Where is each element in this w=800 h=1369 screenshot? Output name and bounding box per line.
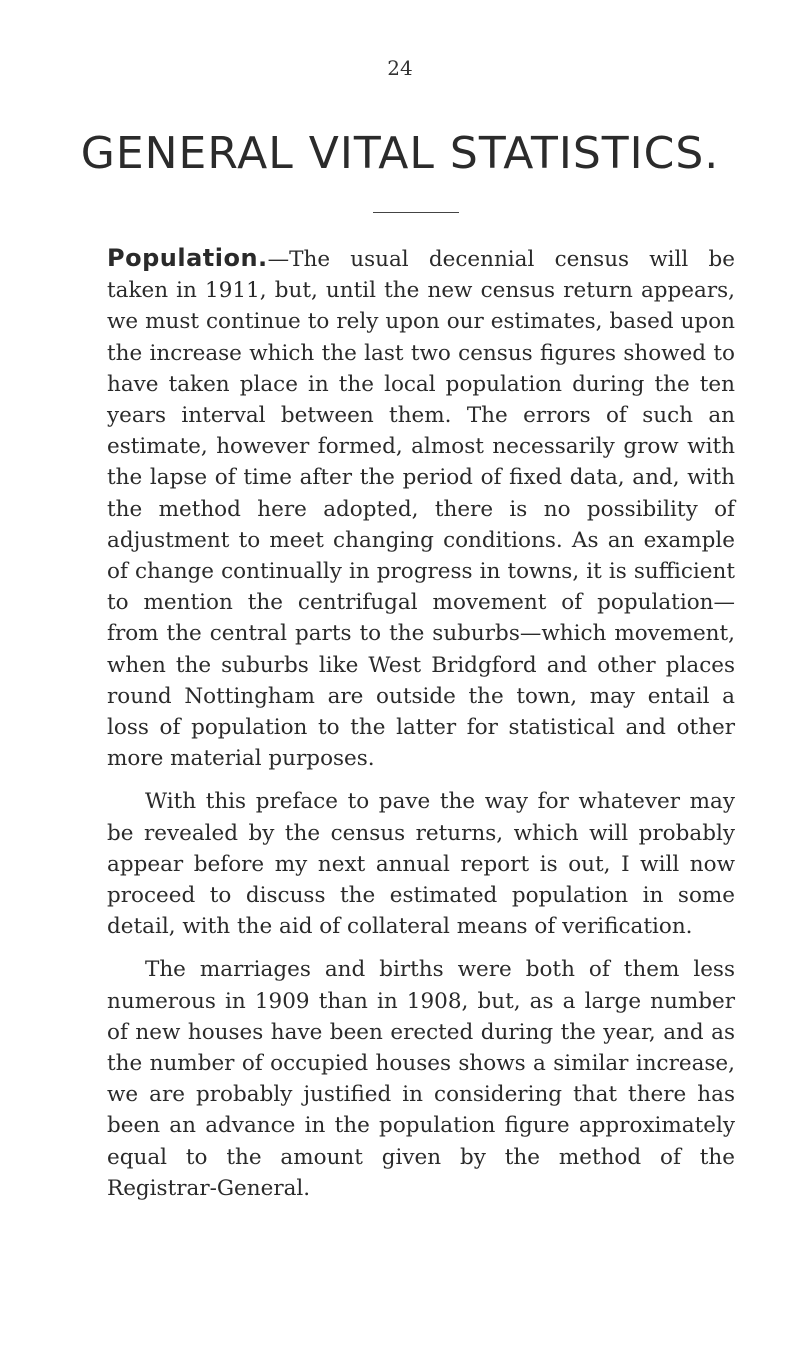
paragraph-marriages-births: The marriages and births were both of them less numerous in 1909 than in 1908, but, as a large number of new houses have been erected during the year, and as the number of occupied houses shows a similar increase, we are probably justified in considering that there has been an advance in the population figure approximately equal to the amount given by the method of the Registrar-General. — [107, 957, 735, 1201]
paragraph-preface: With this preface to pave the way for whatever may be revealed by the census returns, which will probably appear before my next annual report is out, I will now proceed to discuss the estimated population in some detail, with the aid of collateral means of verification. — [107, 789, 735, 940]
body-text — [107, 243, 735, 1216]
title-divider — [373, 212, 459, 213]
paragraph-text: —The usual decennial census will be taken in 1911, but, until the new census return appears, we must continue to rely upon our estimates, based upon the increase which the last two census figures showed to have taken place in the local population during the ten years interval between them. The errors of such an estimate, however formed, almost necessarily grow with the lapse of time after the period of fixed data, and, with the method here adopted, there is no possibility of adjustment to meet changing conditions. As an example of change continually in progress in towns, it is sufficient to mention the centrifugal movement of population—from the central parts to the suburbs—which movement, when the suburbs like West Bridgford and other places round Nottingham are outside the town, may entail a loss of population to the latter for statistical and other more material purposes. — [107, 247, 735, 772]
page-title: GENERAL VITAL STATISTICS. — [80, 128, 720, 179]
section-heading: Population. — [107, 244, 268, 272]
page-number: 24 — [387, 56, 413, 80]
paragraph-population — [107, 243, 735, 774]
